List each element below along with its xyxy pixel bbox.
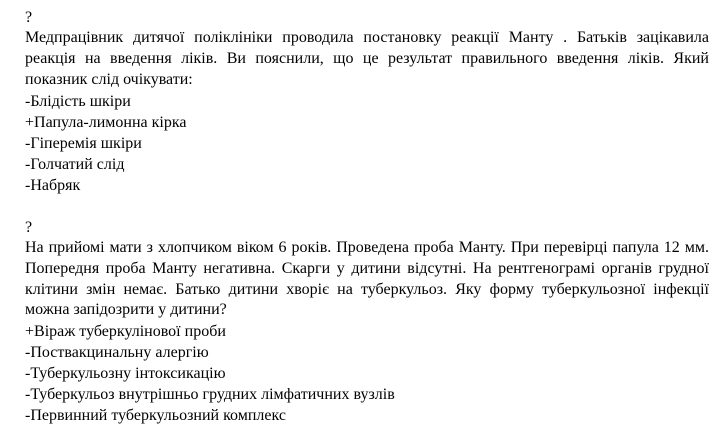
answer-option: +Віраж туберкулінової проби [25,323,226,341]
answer-option: -Туберкульозну інтоксикацію [25,365,226,383]
question-block-1 [25,7,709,196]
answer-option: -Первинний туберкульозний комплекс [25,407,286,425]
document-page [25,7,709,426]
question-block-2 [25,217,709,427]
question-marker: ? [25,218,33,236]
answer-option: -Блідість шкіри [25,92,131,110]
answer-option: -Голчатий слід [25,155,125,173]
answer-option: -Туберкульоз внутрішньо грудних лімфатичних вузлів [25,386,395,404]
answer-option: -Набряк [25,176,81,194]
question-marker: ? [25,9,33,26]
answer-option: +Папула-лимонна кірка [25,113,187,131]
answer-option: -Поствакцинальну алергію [25,344,209,362]
question-text: Медпрацівник дитячої поліклініки проводила постановку реакції Манту . Батьків зацікавила реакція на введення ліків. Ви пояснили, що це результат правильного введення ліків. Який показник слід очікувати: [25,29,709,88]
answer-option: -Гіперемія шкіри [25,134,142,152]
question-text: На прийомі мати з хлопчиком віком 6 років. Проведена проба Манту. При перевірці папула 12 мм. Попередня проба Манту негативна. Скарги у дитини відсутні. На рентгенограмі органів грудної клітини змін немає. Батько дитини хворіє на туберкульоз. Яку форму туберкульозної інфекції можна запідозрити у дитини? [25,238,709,319]
